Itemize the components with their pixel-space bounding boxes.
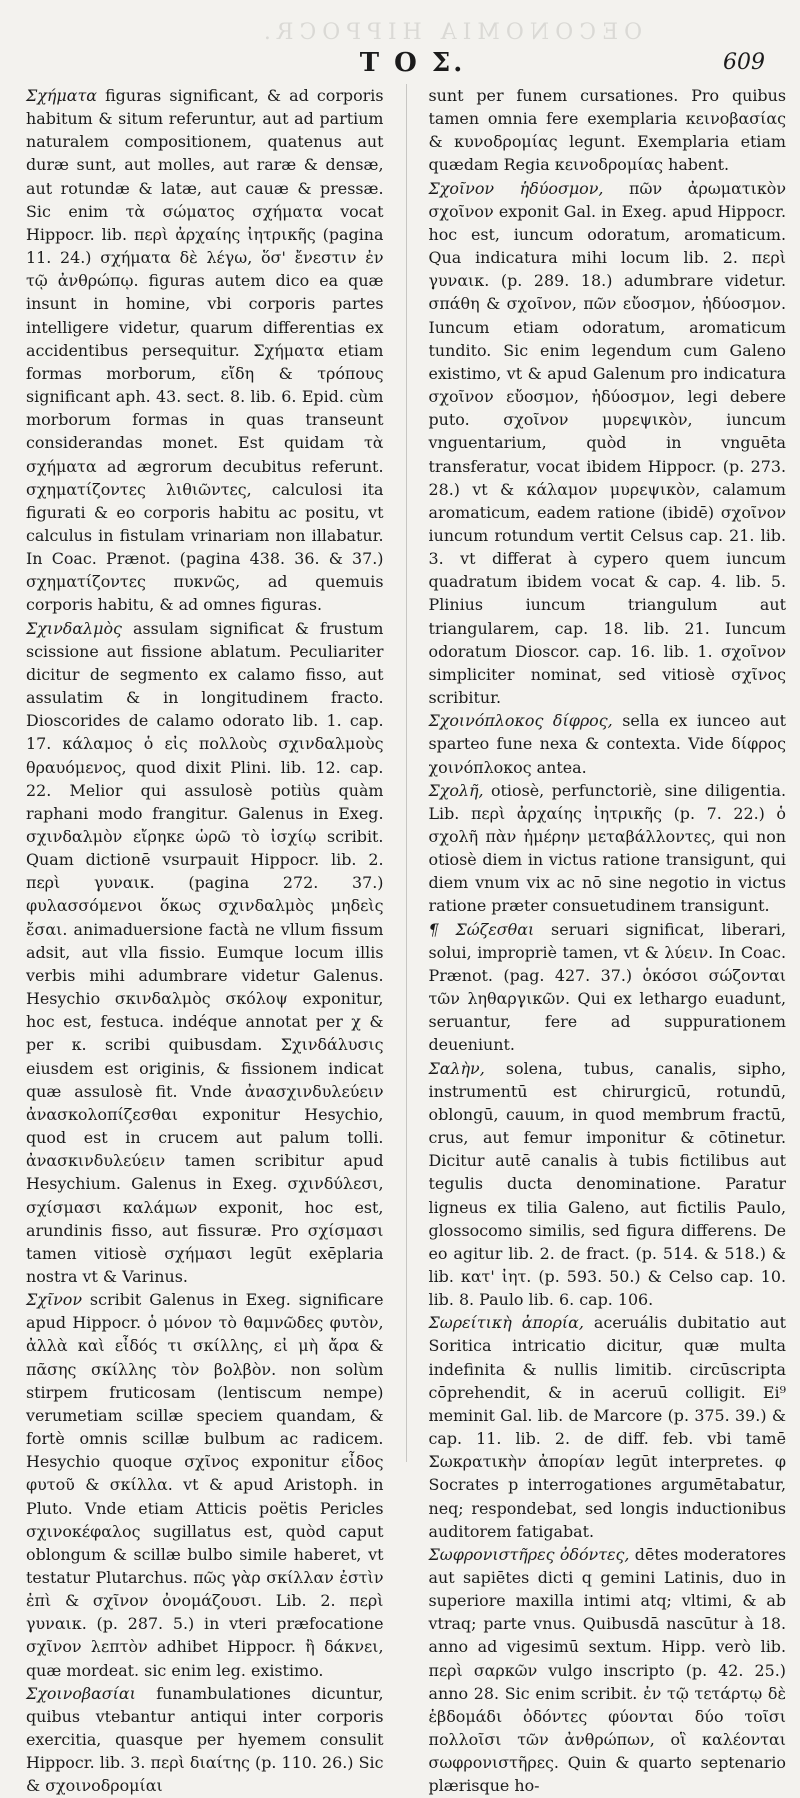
entry-text: assulam significat & frustum scissione aut fissione ablatum. Peculiariter dicitur de segmento ex calamo fisso, aut assulatim & in longitudinem fracto. Dioscorides de calamo odorato lib. 1. cap. 17. κάλαμος ὁ εἰς πολλοὺς σχινδαλμοὺς θραυόμενος, quod dixit Plini. lib. 12. cap. 22. Melior qui assulosè potiùs quàm raphani modo frangitur. Galenus in Exeg. σχινδαλμὸν εἴρηκε ὡρῶ τὸ ἰσχίῳ scribit. Quam dictionē vsurpauit Hippocr. lib. 2. περὶ γυναικ. (pagina 272. 37.) φυλασσόμενοι ὅκως σχινδαλμὸς μηδεὶς ἔσαι. animaduersione factà ne vllum fissum adsit, aut vlla fissio. Eumque locum illis verbis mihi adumbrare videtur Galenus. Hesychio σκινδαλμὸς σκόλοψ exponitur, hoc est, festuca. indéque annotat per χ & per κ. scribi quibusdam. Σχινδάλυσις eiusdem est originis, & fissionem indicat quæ assulosè fit. Vnde ἀνασχινδυλεύειν ἀνασκολοπίζεσθαι exponitur Hesychio, quod est in crucem aut palum tolli. ἀνασκινδυλεύειν tamen scribitur apud Hesychium. Galenus in Exeg. σχινδύλεσι, σχίσμασι καλάμων exponit, hoc est, arundinis fisso, aut fissuræ. Pro σχίσμασι tamen vitiosè σχήμασι legūt exēplaria nostra vt & Varinus.: [26, 618, 384, 1286]
dictionary-entry: [26, 617, 384, 1289]
dictionary-entry: [429, 1311, 787, 1543]
running-header: [40, 48, 785, 82]
entry-text: otiosè, perfunctoriè, sine diligentia. Lib. περὶ ἀρχαίης ἰητρικῆς (p. 7. 22.) ὁ σχολῆ πὰν ἡμέρην μεταβάλλοντες, qui non otiosè diem in victus ratione transigunt, qui diem vnum vix ac nō sine negotio in victus ratione præter consuetudinem transigunt.: [428, 780, 786, 916]
entry-headword: Σχοινοβασίαι: [26, 1683, 136, 1703]
entry-text: scribit Galenus in Exeg. significare apud Hippocr. ὁ μόνον τὸ θαμνῶδες φυτὸν, ἀλλὰ καὶ εἶδός τι σκίλλης, εἰ μὴ ἄρα & πᾶσης σκίλλης τὸν βολβὸν. non solùm stirpem fruticosam (lentiscum nempe) verumetiam scillæ speciem quandam, & fortè omnis scillæ bulbum ac radicem. Hesychio quoque σχῖνος exponitur εἶδος φυτοῦ & σκίλλα. vt & apud Aristoph. in Pluto. Vnde etiam Atticis poëtis Pericles σχινοκέφαλος sugillatus est, quòd caput oblongum & scillæ bulbo simile haberet, vt testatur Plutarchus. πῶς γὰρ σκίλλαν ἐστὶν ἐπὶ & σχῖνον ὀνομάζουσι. Lib. 2. περὶ γυναικ. (p. 287. 5.) in vteri præfocatione σχῖνον λεπτὸν adhibet Hippocr. ἢ δάκνει, quæ mordeat. sic enim leg. existimo.: [26, 1290, 384, 1680]
bleed-through-text: OECONOMIA HIPPOCR.: [257, 20, 643, 45]
entry-text: seruari significat, liberari, solui, impropriè tamen, vt & λύειν. In Coac. Prænot. (pag. 427. 37.) ὁκόσοι σώζονται τῶν ληθαργικῶν. Qui ex lethargo euadunt, seruantur, fere ad suppurationem deueniunt.: [428, 919, 786, 1055]
text-columns: [26, 84, 786, 1796]
entry-text: sunt per funem cursationes. Pro quibus tamen omnia fere exemplaria κεινοβασίας & κυνοδρομίας legunt. Exemplaria etiam quædam Regia κεινοδρομίας habent.: [428, 86, 786, 175]
dictionary-entry: [429, 1057, 787, 1312]
dictionary-entry: [26, 84, 384, 617]
entry-headword: ¶ Σώζεσθαι: [428, 919, 535, 939]
dictionary-entry: [429, 1543, 787, 1798]
column-gutter: [406, 84, 407, 1462]
entry-text: πῶν ἀρωματικὸν σχοῖνον exponit Gal. in Exeg. apud Hippocr. hoc est, iuncum odoratum, aromaticum. Qua indicatura mihi locum lib. 2. περὶ γυναικ. (p. 289. 18.) adumbrare videtur. σπάθη & σχοῖνον, πῶν εὔοσμον, ἡδύοσμον. Iuncum etiam odoratum, aromaticum tundito. Sic enim legendum cum Galeno existimo, vt & apud Galenum pro indicatura σχοῖνον εὔοσμον, ἡδύοσμον, legi debere puto. σχοῖνον μυρεψικὸν, iuncum vnguentarium, quòd in vnguēta transferatur, vocat ibidem Hippocr. (p. 273. 28.) vt & κάλαμον μυρεψικὸν, calamum aromaticum, eadem ratione (ibidē) σχοῖνον iuncum rotundum vertit Celsus cap. 21. lib. 3. vt differat à cypero quem iuncum quadratum ibidem vocat & cap. 4. lib. 5. Plinius iuncum triangulum aut triangularem, cap. 18. lib. 21. Iuncum odoratum Dioscor. cap. 16. lib. 1. σχοῖνον simpliciter nominat, sed vitiosè σχῖνος scribitur.: [428, 178, 786, 708]
entry-text: funambulationes dicuntur, quibus vtebantur antiqui inter corporis exercitia, quasque per hyemem consulit Hippocr. lib. 3. περὶ διαίτης (p. 110. 26.) Sic & σχοινοδρομίαι: [26, 1683, 384, 1796]
entry-headword: Σχήματα: [26, 86, 97, 105]
dictionary-entry: [429, 918, 787, 1057]
entry-headword: Σαλὴν,: [428, 1058, 485, 1078]
entry-text: sella ex iunceo aut sparteo fune nexa & contexta. Vide δίφρος χοινόπλοκος antea.: [428, 711, 786, 777]
dictionary-entry: [26, 1682, 384, 1798]
entry-headword: Σωφρονιστῆρες ὀδόντες,: [428, 1544, 630, 1564]
entry-headword: Σχινδαλμὸς: [26, 618, 122, 638]
dictionary-entry: [429, 709, 787, 778]
entry-text: solena, tubus, canalis, sipho, instrumentū est chirurgicū, rotundū, oblongū, cauum, in quod membrum fractū, crus, aut femur imponitur & cōtinetur. Dicitur autē canalis à tubis fictilibus aut tegulis ducta denominatione. Paratur ligneus ex tilia Galeno, aut fictilis Paulo, glossocomo similis, sed figura differens. De eo agitur lib. 2. de fract. (p. 514. & 518.) & lib. κατ' ἰητ. (p. 593. 50.) & Celso cap. 10. lib. 8. Paulo lib. 6. cap. 106.: [428, 1058, 786, 1310]
entry-headword: Σωρείτικὴ ἀπορία,: [428, 1313, 584, 1333]
entry-text: figuras significant, & ad corporis habitum & situm referuntur, aut ad partium naturalem compositionem, quatenus aut duræ sunt, aut molles, aut raræ & densæ, aut rotundæ & latæ, aut cauæ & pressæ. Sic enim τὰ σώματος σχήματα vocat Hippocr. lib. περὶ ἀρχαίης ἰητρικῆς (pagina 11. 24.) σχήματα δὲ λέγω, ὅσ' ἔνεστιν ἐν τῷ ἀνθρώπῳ. figuras autem dico ea quæ insunt in homine, vbi corporis partes intelligere videtur, quarum differentias ex accidentibus persequitur. Σχήματα etiam formas morborum, εἴδη & τρόπους significant aph. 43. sect. 8. lib. 6. Epid. cùm morborum formas in quas transeunt considerandas monet. Est quidam τὰ σχήματα ad ægrorum decubitus referunt. σχηματίζοντες λιθιῶντες, calculosi ita figurati & eo corporis habitu ac positu, vt calculus in fistulam vrinariam non illabatur. In Coac. Prænot. (pagina 438. 36. & 37.) σχηματίζοντες πυκνῶς, ad quemuis corporis habitu, & ad omnes figuras.: [26, 86, 384, 615]
dictionary-entry: [429, 84, 787, 177]
dictionary-entry: [26, 1288, 384, 1682]
left-column: [26, 84, 384, 1796]
entry-headword: Σχῖνον: [26, 1290, 82, 1310]
entry-text: dētes moderatores aut sapiētes dicti q gemini Latinis, duo in superiore maxilla intimi atq; vltimi, & ab vtraq; parte vnus. Quibusdā nascūtur à 18. anno ad vigesimū sextum. Hipp. verò lib. περὶ σαρκῶν vulgo inscripto (p. 42. 25.) anno 28. Sic enim scribit. ἐν τῷ τετάρτῳ δὲ ἑβδομάδι ὀδόντες φύονται δύο τοῖσι πολλοῖσι τῶν ἀνθρώπων, οἳ καλέονται σωφρονιστῆρες. Quin & quarto septenario plærisque ho-: [428, 1544, 786, 1796]
page-number: 609: [723, 50, 765, 75]
header-title: T O Σ.: [359, 48, 466, 78]
entry-headword: Σχοινόπλοκος δίφρος,: [428, 711, 613, 731]
dictionary-entry: [429, 177, 787, 710]
entry-text: aceruális dubitatio aut Soritica intricatio dicitur, quæ multa indefinita & nullis limitib. circūscripta cōprehendit, & in aceruū colligit. Ei⁹ meminit Gal. lib. de Marcore (p. 375. 39.) & cap. 11. lib. 2. de diff. feb. vbi tamē Σωκρατικὴν ἀπορίαν legūt interpretes. φ Socrates p interrogationes argumētabatur, neq; respondebat, sed longis inductionibus auditorem fatigabat.: [428, 1313, 786, 1541]
dictionary-entry: [429, 779, 787, 918]
right-column: [428, 84, 787, 1796]
entry-headword: Σχολῆ,: [428, 780, 484, 800]
entry-headword: Σχοῖνον ἡδύοσμον,: [428, 178, 604, 198]
